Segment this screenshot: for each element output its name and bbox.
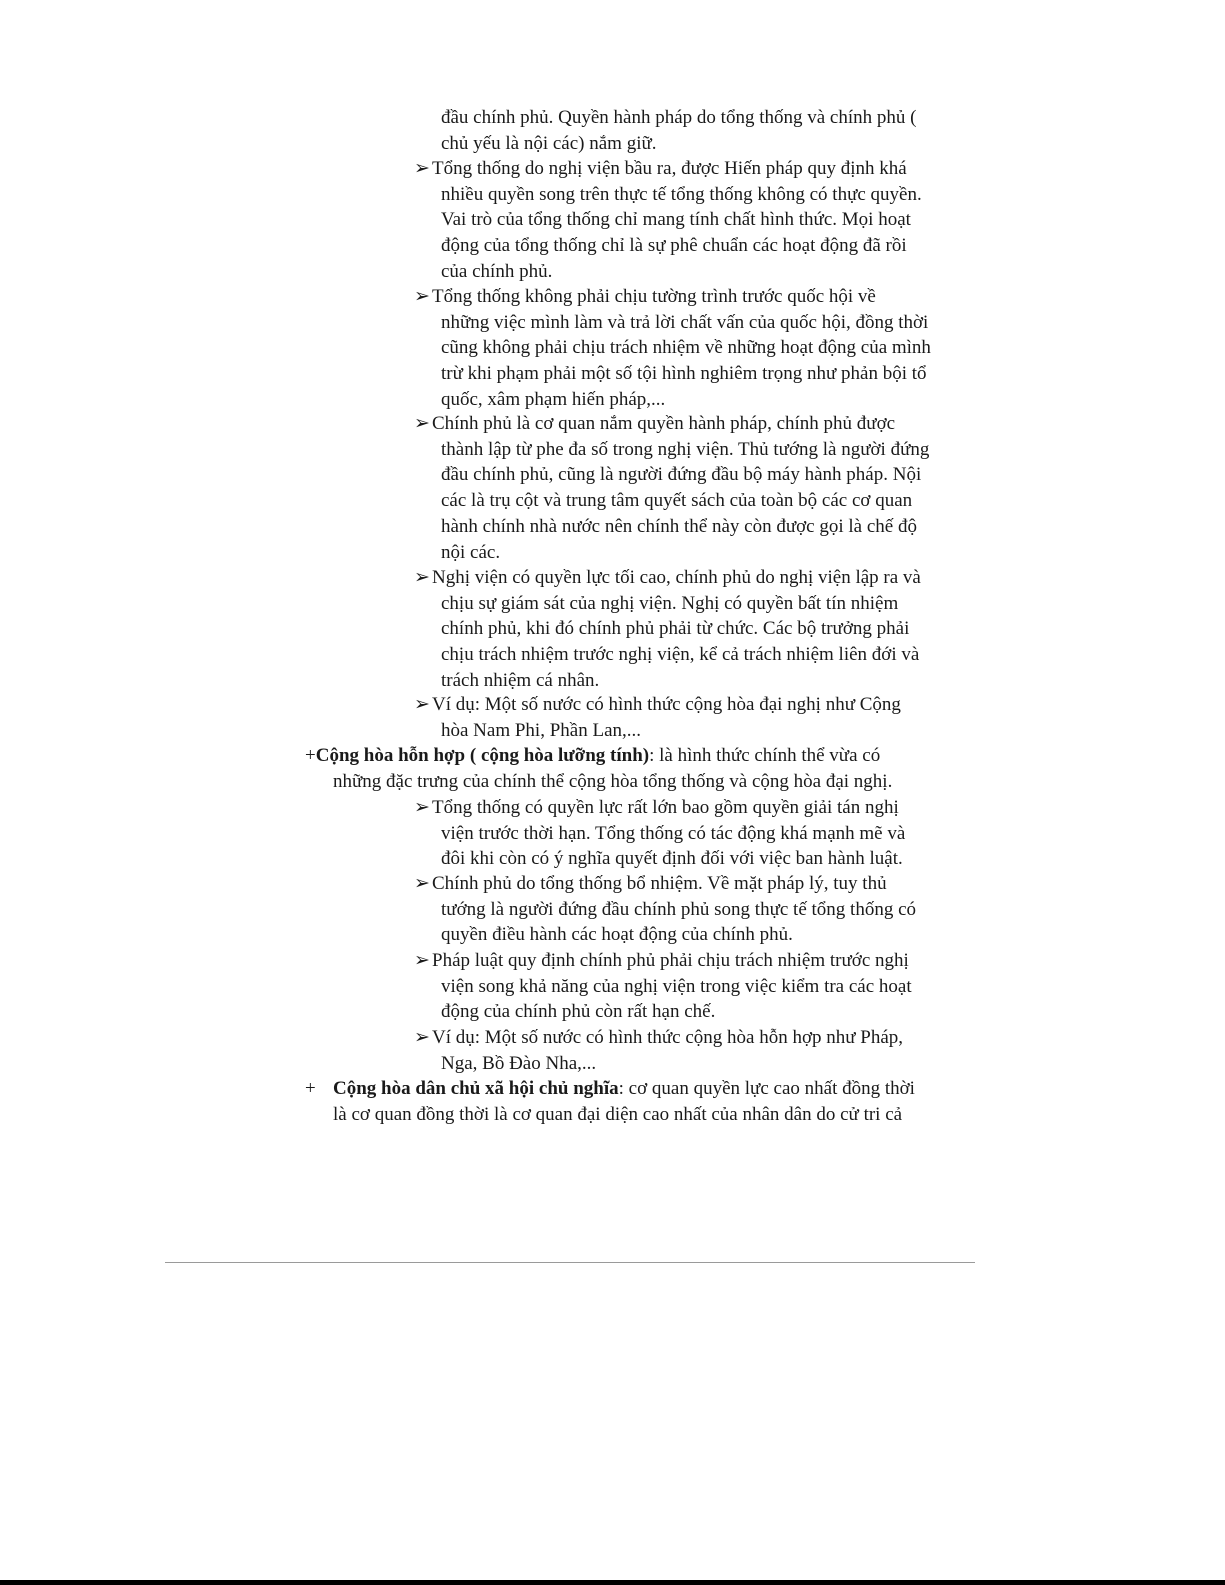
text-line: đầu chính phủ, cũng là người đứng đầu bộ máy hành pháp. Nội bbox=[441, 464, 922, 486]
text-line: : là hình thức chính thể vừa có bbox=[649, 745, 881, 766]
text-line: động của chính phủ còn rất hạn chế. bbox=[441, 1001, 716, 1023]
text-line: đôi khi còn có ý nghĩa quyết định đối với việc ban hành luật. bbox=[441, 848, 903, 870]
text-line: tướng là người đứng đầu chính phủ song thực tế tổng thống có bbox=[441, 898, 917, 920]
text-line: Chính phủ là cơ quan nắm quyền hành pháp, chính phủ được bbox=[432, 413, 896, 434]
text-line: quốc, xâm phạm hiến pháp,... bbox=[441, 388, 666, 410]
text-line: viện song khả năng của nghị viện trong việc kiểm tra các hoạt bbox=[441, 975, 912, 997]
text-line: nội các. bbox=[441, 541, 501, 563]
text-line: Tổng thống có quyền lực rất lớn bao gồm quyền giải tán nghị bbox=[432, 797, 899, 818]
text-line: Pháp luật quy định chính phủ phải chịu trách nhiệm trước nghị bbox=[432, 950, 909, 971]
paragraph-continuation bbox=[414, 105, 954, 156]
text-line: Ví dụ: Một số nước có hình thức cộng hòa hỗn hợp như Pháp, bbox=[432, 1027, 904, 1048]
text-line: hành chính nhà nước nên chính thể này còn được gọi là chế độ bbox=[441, 515, 917, 537]
text-line: chủ yếu là nội các) nắm giữ. bbox=[441, 132, 657, 154]
text-line: chịu sự giám sát của nghị viện. Nghị có quyền bất tín nhiệm bbox=[441, 592, 899, 614]
text-line: : cơ quan quyền lực cao nhất đồng thời bbox=[618, 1078, 915, 1099]
page-divider bbox=[165, 1262, 975, 1263]
plus-marker: + bbox=[305, 745, 316, 766]
text-line: Tổng thống không phải chịu tường trình trước quốc hội về bbox=[432, 286, 876, 307]
text-line: các là trụ cột và trung tâm quyết sách của toàn bộ các cơ quan bbox=[441, 490, 913, 512]
arrow-bullet-icon: ➢ bbox=[414, 1027, 430, 1048]
text-line: chính phủ, khi đó chính phủ phải từ chức. Các bộ trưởng phải bbox=[441, 618, 910, 640]
section-item bbox=[305, 1076, 965, 1127]
bullet-item bbox=[414, 156, 954, 285]
bullet-item bbox=[414, 692, 954, 743]
text-line: Chính phủ do tổng thống bổ nhiệm. Về mặt pháp lý, tuy thủ bbox=[432, 873, 887, 894]
text-line: cũng không phải chịu trách nhiệm về những hoạt động của mình bbox=[441, 337, 931, 359]
section-heading: Cộng hòa hỗn hợp ( cộng hòa lưỡng tính) bbox=[315, 745, 650, 766]
text-line: quyền điều hành các hoạt động của chính phủ. bbox=[441, 924, 793, 946]
arrow-bullet-icon: ➢ bbox=[414, 694, 430, 715]
bullet-item bbox=[414, 871, 954, 948]
bullet-item bbox=[414, 411, 954, 565]
text-line: Ví dụ: Một số nước có hình thức cộng hòa đại nghị như Cộng bbox=[432, 694, 901, 715]
text-line: thành lập từ phe đa số trong nghị viện. Thủ tướng là người đứng bbox=[441, 438, 930, 460]
text-line: Vai trò của tổng thống chỉ mang tính chất hình thức. Mọi hoạt bbox=[441, 209, 911, 231]
text-line: Nga, Bồ Đào Nha,... bbox=[441, 1052, 597, 1074]
text-line: viện trước thời hạn. Tổng thống có tác động khá mạnh mẽ và bbox=[441, 822, 906, 844]
text-line: trừ khi phạm phải một số tội hình nghiêm trọng như phản bội tổ bbox=[441, 363, 927, 385]
text-line: là cơ quan đồng thời là cơ quan đại diện cao nhất của nhân dân do cử tri cả bbox=[333, 1103, 903, 1125]
text-line: những việc mình làm và trả lời chất vấn của quốc hội, đồng thời bbox=[441, 311, 929, 333]
text-line: những đặc trưng của chính thể cộng hòa tổng thống và cộng hòa đại nghị. bbox=[333, 770, 893, 792]
arrow-bullet-icon: ➢ bbox=[414, 286, 430, 307]
bottom-edge-bar bbox=[0, 1580, 1225, 1585]
arrow-bullet-icon: ➢ bbox=[414, 873, 430, 894]
text-line: Nghị viện có quyền lực tối cao, chính phủ do nghị viện lập ra và bbox=[432, 567, 921, 588]
bullet-item bbox=[414, 795, 954, 872]
arrow-bullet-icon: ➢ bbox=[414, 413, 430, 434]
plus-marker: + bbox=[305, 1078, 316, 1099]
text-line: chịu trách nhiệm trước nghị viện, kể cả trách nhiệm liên đới và bbox=[441, 644, 920, 666]
text-line: động của tổng thống chỉ là sự phê chuẩn các hoạt động đã rồi bbox=[441, 235, 907, 257]
bullet-item bbox=[414, 948, 954, 1025]
section-item bbox=[305, 743, 965, 794]
bullet-item bbox=[414, 284, 954, 413]
arrow-bullet-icon: ➢ bbox=[414, 567, 430, 588]
text-line: nhiều quyền song trên thực tế tổng thống không có thực quyền. bbox=[441, 183, 922, 205]
arrow-bullet-icon: ➢ bbox=[414, 950, 430, 971]
bullet-item bbox=[414, 1025, 954, 1076]
arrow-bullet-icon: ➢ bbox=[414, 158, 430, 179]
arrow-bullet-icon: ➢ bbox=[414, 797, 430, 818]
bullet-item bbox=[414, 565, 954, 694]
text-line: Tổng thống do nghị viện bầu ra, được Hiến pháp quy định khá bbox=[432, 158, 907, 179]
section-heading: Cộng hòa dân chủ xã hội chủ nghĩa bbox=[333, 1078, 619, 1099]
text-line: đầu chính phủ. Quyền hành pháp do tổng thống và chính phủ ( bbox=[441, 107, 917, 128]
text-line: trách nhiệm cá nhân. bbox=[441, 669, 600, 691]
text-line: hòa Nam Phi, Phần Lan,... bbox=[441, 719, 642, 741]
text-line: của chính phủ. bbox=[441, 260, 553, 282]
